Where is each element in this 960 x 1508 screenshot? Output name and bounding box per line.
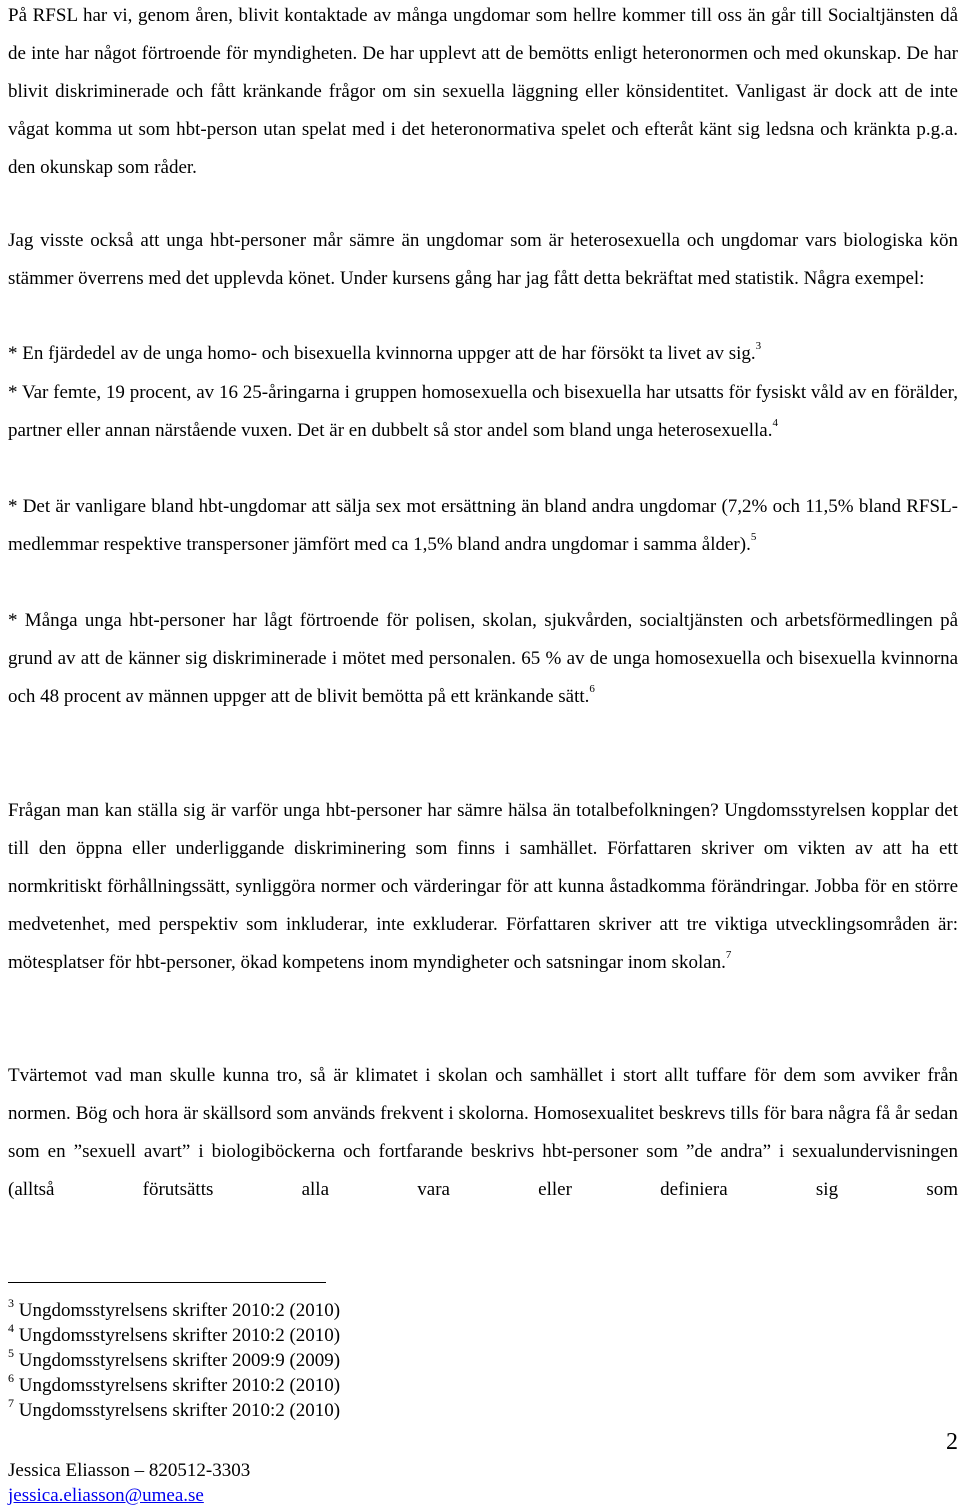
footnote-text: Ungdomsstyrelsens skrifter 2010:2 (2010) [18,1375,341,1396]
footnotes [8,1295,341,1423]
list-item-selling-sex [8,488,958,564]
footnote-text: Ungdomsstyrelsens skrifter 2010:2 (2010) [18,1400,341,1421]
footnote-item [8,1370,341,1398]
list-item-trust [8,602,958,716]
footnote-ref: 5 [750,530,757,543]
author-email-link[interactable]: jessica.eliasson@umea.se [8,1485,204,1506]
list-item-suicide-attempts [8,335,958,373]
page-number: 2 [946,1429,958,1455]
author-footer [8,1458,250,1508]
list-item-violence [8,374,958,450]
paragraph-hbt-health: Jag visste också att unga hbt-personer mår sämre än ungdomar som är heterosexuella och ungdomar vars biologiska kön stämmer överrens med det upplevda könet. Under kursens gång har jag fått detta bekräftat med statistik. Några exempel: [8,230,958,289]
footnote-ref: 7 [725,948,732,961]
paragraph-why-worse-health [8,792,958,982]
footnote-number: 6 [8,1370,14,1385]
footnote-separator [8,1282,326,1283]
paragraph-rfsl-contacts: På RFSL har vi, genom åren, blivit kontaktade av många ungdomar som hellre kommer till oss än går till Socialtjänsten då de inte har något förtroende för myndigheten. De har upplevt att de bemötts enligt heteronormen och med okunskap. De har blivit diskriminerade och fått kränkande frågor om sin sexuella läggning eller könsidentitet. Vanligast är dock att de inte vågat komma ut som hbt-person utan spelat med i det heteronormativa spelet och efteråt känt sig ledsna och kränkta p.g.a. den okunskap som råder. [8,5,958,178]
footnote-text: Ungdomsstyrelsens skrifter 2009:9 (2009) [18,1350,341,1371]
footnote-ref: 6 [589,682,595,695]
paragraph-school-climate: Tvärtemot vad man skulle kunna tro, så är klimatet i skolan och samhället i stort allt tuffare för dem som avviker från normen. Bög och hora är skällsord som används frekvent i skolorna. Homosexualitet beskrevs tills för bara några få år sedan som en ”sexuell avart” i biologiböckerna och fortfarande beskrivs hbt-personer som ”de andra” i sexualundervisningen (alltså förutsätts alla vara eller definiera sig som [8,1065,958,1200]
paragraph-text: Frågan man kan ställa sig är varför unga hbt-personer har sämre hälsa än totalbefolkningen? Ungdomsstyrelsen kopplar det till den öppna eller underliggande diskriminering som finns i samhället. Författaren skriver om vikten av att ha ett normkritiskt förhållningssätt, synliggöra normer och värderingar för att kunna åstadkomma förändringar. Jobba för en större medvetenhet, med perspektiv som inkluderar, inte exkluderar. Författaren skriver att tre viktiga utvecklingsområden är: mötesplatser för hbt-personer, ökad kompetens inom myndigheter och satsningar inom skolan. [8,800,958,973]
author-line: Jessica Eliasson – 820512-3303 [8,1460,251,1481]
list-item-text: * Det är vanligare bland hbt-ungdomar att sälja sex mot ersättning än bland andra ungdomar (7,2% och 11,5% bland RFSL-medlemmar respektive transpersoner jämfört med ca 1,5% bland andra ungdomar i samma ålder). [8,496,958,555]
footnote-number: 4 [8,1320,14,1335]
footnote-item [8,1345,341,1373]
list-item-text: * Många unga hbt-personer har lågt förtroende för polisen, skolan, sjukvården, socialtjänsten och arbetsförmedlingen på grund av att de känner sig diskriminerade i mötet med personalen. 65 % av de unga homosexuella och bisexuella kvinnorna och 48 procent av männen uppger att de blivit bemötta på ett kränkande sätt. [8,610,958,707]
footnote-number: 5 [8,1345,14,1360]
list-item-text: * Var femte, 19 procent, av 16 25-åringarna i gruppen homosexuella och bisexuella har utsatts för fysiskt våld av en förälder, partner eller annan närstående vuxen. Det är en dubbelt så stor andel som bland unga heterosexuella. [8,382,958,441]
list-item-text: * En fjärdedel av de unga homo- och bisexuella kvinnorna uppger att de har försökt ta livet av sig. [8,343,756,364]
footnote-ref: 3 [755,339,762,352]
footnote-item [8,1395,341,1423]
footnote-number: 7 [8,1395,14,1410]
footnote-item [8,1320,341,1348]
footnote-ref: 4 [772,416,778,429]
footnote-item [8,1295,341,1323]
footnote-number: 3 [8,1295,14,1310]
footnote-text: Ungdomsstyrelsens skrifter 2010:2 (2010) [18,1325,341,1346]
footnote-text: Ungdomsstyrelsens skrifter 2010:2 (2010) [18,1300,341,1321]
